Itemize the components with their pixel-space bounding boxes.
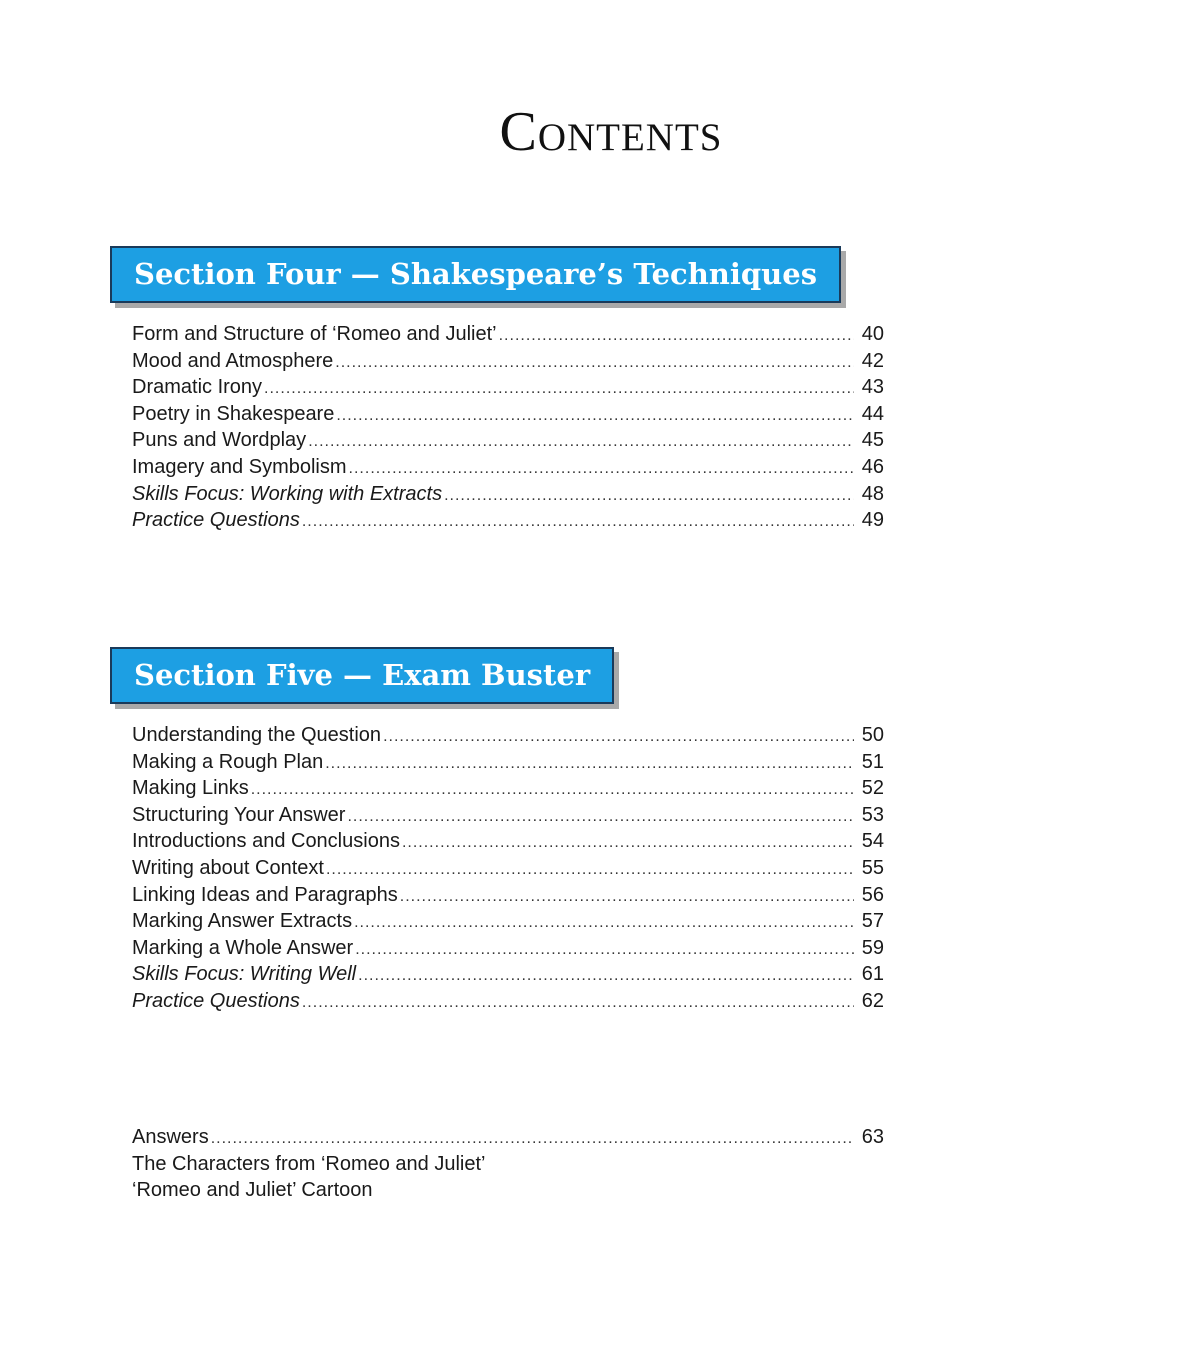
section-five-heading: Section Five — Exam Buster (110, 647, 614, 704)
toc-entry[interactable] (132, 908, 884, 935)
toc-entry[interactable] (132, 481, 884, 508)
section-four-toc-list (110, 321, 885, 534)
toc-entry-page: 62 (861, 989, 884, 1012)
page-title: Contents (499, 101, 723, 163)
toc-entry-title: Marking Answer Extracts (132, 910, 353, 933)
toc-entry-title: Marking a Whole Answer (132, 936, 354, 959)
dot-leader (355, 937, 854, 964)
toc-entry-page: 50 (861, 724, 884, 746)
dot-leader (325, 751, 854, 778)
toc-entry[interactable] (132, 775, 884, 802)
toc-entry-title: Structuring Your Answer (132, 803, 346, 826)
toc-entry-title: Understanding the Question (132, 724, 382, 746)
toc-entry-page: 56 (861, 883, 884, 906)
dot-leader (308, 429, 854, 456)
toc-entry-title: Skills Focus: Writing Well (132, 963, 357, 986)
toc-entry[interactable] (132, 749, 884, 776)
toc-entry-page: 51 (861, 750, 884, 773)
section-four (110, 246, 885, 534)
toc-entry[interactable] (132, 374, 884, 401)
back-matter-toc-list (110, 1124, 885, 1204)
toc-entry-title: Mood and Atmosphere (132, 349, 334, 372)
toc-entry-page: 48 (861, 482, 884, 505)
toc-entry-title: ‘Romeo and Juliet’ Cartoon (132, 1179, 373, 1202)
toc-entry-page: 55 (861, 856, 884, 879)
toc-entry-title: Making Links (132, 777, 249, 800)
toc-entry-page: 59 (861, 936, 884, 959)
toc-entry-page: 43 (861, 376, 884, 399)
section-five-toc-list (110, 722, 885, 1015)
toc-entry[interactable] (132, 321, 884, 348)
toc-entry-title: Puns and Wordplay (132, 429, 307, 452)
section-five (110, 647, 885, 1015)
dot-leader (349, 456, 854, 483)
toc-entry[interactable] (132, 401, 884, 428)
toc-entry[interactable] (132, 507, 884, 534)
dot-leader (335, 350, 854, 377)
dot-leader (444, 483, 854, 510)
toc-entry[interactable] (132, 882, 884, 909)
toc-entry-title: Linking Ideas and Paragraphs (132, 883, 398, 906)
toc-entry-page: 63 (861, 1126, 884, 1148)
toc-entry-title: Answers (132, 1126, 209, 1148)
toc-entry-page: 54 (861, 830, 884, 853)
toc-entry-page: 42 (861, 349, 884, 372)
toc-entry-page: 40 (861, 323, 884, 345)
toc-entry-page: 46 (861, 455, 884, 478)
toc-entry[interactable] (132, 454, 884, 481)
dot-leader (354, 910, 854, 937)
toc-entry-page: 49 (861, 509, 884, 532)
toc-entry-page: 61 (861, 963, 884, 986)
toc-entry-title: Skills Focus: Working with Extracts (132, 482, 443, 505)
dot-leader (302, 509, 854, 536)
toc-entry[interactable] (132, 961, 884, 988)
dot-leader (211, 1126, 854, 1153)
toc-entry-title: Imagery and Symbolism (132, 455, 347, 478)
toc-entry-title: Poetry in Shakespeare (132, 402, 335, 425)
toc-entry[interactable] (132, 802, 884, 829)
dot-leader (400, 884, 854, 911)
toc-entry[interactable] (132, 427, 884, 454)
dot-leader (358, 963, 854, 990)
toc-entry-characters[interactable] (132, 1151, 884, 1178)
toc-entry-page: 53 (861, 803, 884, 826)
back-matter (110, 1124, 885, 1204)
toc-entry-cartoon[interactable] (132, 1177, 884, 1204)
toc-entry-title: Practice Questions (132, 989, 300, 1012)
toc-entry[interactable] (132, 348, 884, 375)
toc-entry-page: 52 (861, 777, 884, 800)
toc-entry-answers[interactable] (132, 1124, 884, 1151)
dot-leader (347, 804, 854, 831)
toc-entry-title: The Characters from ‘Romeo and Juliet’ (132, 1152, 486, 1175)
toc-entry-title: Writing about Context (132, 856, 324, 879)
toc-entry-title: Form and Structure of ‘Romeo and Juliet’ (132, 323, 497, 345)
dot-leader (402, 830, 854, 857)
toc-entry[interactable] (132, 935, 884, 962)
dot-leader (336, 403, 854, 430)
dot-leader (383, 724, 854, 751)
toc-entry-title: Practice Questions (132, 509, 300, 532)
toc-entry[interactable] (132, 855, 884, 882)
toc-entry-title: Dramatic Irony (132, 376, 263, 399)
toc-entry-title: Introductions and Conclusions (132, 830, 400, 853)
toc-entry-title: Making a Rough Plan (132, 750, 324, 773)
toc-entry-page: 44 (861, 402, 884, 425)
dot-leader (251, 777, 854, 804)
section-four-heading: Section Four — Shakespeare’s Techniques (110, 246, 841, 303)
toc-entry-page: 45 (861, 429, 884, 452)
dot-leader (264, 376, 854, 403)
toc-entry[interactable] (132, 722, 884, 749)
toc-entry-page: 57 (861, 910, 884, 933)
dot-leader (499, 323, 854, 350)
dot-leader (302, 990, 854, 1017)
toc-entry[interactable] (132, 988, 884, 1015)
dot-leader (326, 857, 854, 884)
toc-entry[interactable] (132, 828, 884, 855)
